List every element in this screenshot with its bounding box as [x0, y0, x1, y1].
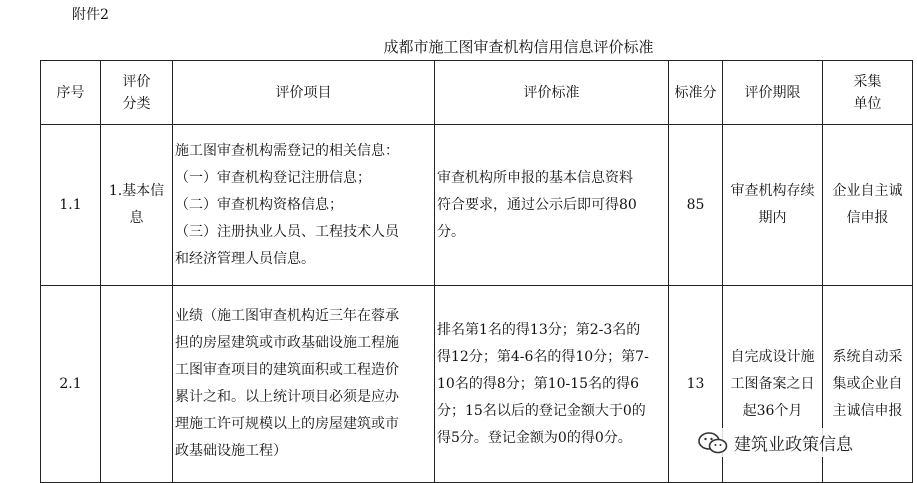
header-category-line1: 评价	[122, 73, 151, 90]
table-row	[41, 125, 913, 286]
item-line: 理施工许可规模以上的房屋建筑或市	[175, 416, 399, 432]
period-line: 审查机构存续	[730, 183, 815, 199]
period-line: 起36个月	[742, 402, 803, 419]
cell-score: 13	[669, 286, 723, 483]
evaluation-table	[40, 60, 913, 483]
standard-line: 得5分。登记金额为0的得0分。	[437, 429, 632, 446]
item-line: 政基础设施工程）	[175, 443, 287, 459]
header-period: 评价期限	[723, 61, 823, 125]
attachment-label: 附件2	[72, 7, 109, 23]
header-category	[101, 61, 173, 125]
cell-category	[101, 286, 173, 483]
standard-line: 分。	[437, 223, 465, 240]
item-line: （二）审查机构资格信息；	[175, 196, 343, 213]
unit-line: 主诚信申报	[832, 402, 903, 419]
item-line: （一）审查机构登记注册信息；	[175, 169, 371, 186]
item-line: 担的房屋建筑或市政基础设施工程施	[175, 335, 399, 351]
item-line: 施工图审查机构需登记的相关信息：	[175, 142, 399, 159]
header-category-line2: 分类	[122, 95, 151, 112]
cell-unit	[823, 125, 913, 286]
document-title: 成都市施工图审查机构信用信息评价标准	[383, 38, 654, 56]
cell-seq: 1.1	[41, 125, 101, 286]
header-unit	[823, 61, 913, 125]
cell-category-line2: 息	[129, 210, 144, 226]
cell-score: 85	[669, 125, 723, 286]
period-line: 工图备案之日	[730, 375, 815, 392]
item-line: 业绩（施工图审查机构近三年在蓉承	[175, 308, 399, 324]
item-line: 累计之和。以上统计项目必须是应办	[175, 389, 399, 405]
cell-category	[101, 125, 173, 286]
period-line: 自完成设计施	[730, 348, 815, 365]
standard-line: 10名的得8分；第10-15名的得6	[437, 375, 639, 392]
watermark	[694, 428, 857, 457]
standard-line: 符合要求，通过公示后即可得80	[437, 196, 637, 213]
cell-seq: 2.1	[41, 286, 101, 483]
cell-category-line1: 1.基本信	[108, 183, 165, 199]
unit-line: 集或企业自	[832, 375, 903, 392]
standard-line: 排名第1名的得13分；第2-3名的	[437, 321, 641, 338]
watermark-text: 建筑业政策信息	[734, 435, 853, 455]
unit-line: 企业自主诚	[832, 183, 903, 199]
cell-item	[173, 125, 435, 286]
unit-line: 信申报	[846, 210, 889, 226]
cell-standard	[435, 286, 669, 483]
standard-line: 分；15名以后的登记金额大于0的	[437, 402, 646, 419]
standard-line: 审查机构所申报的基本信息资料	[437, 169, 633, 186]
header-item: 评价项目	[173, 61, 435, 125]
cell-item	[173, 286, 435, 483]
cell-period	[723, 125, 823, 286]
unit-line: 系统自动采	[832, 348, 903, 365]
item-line: 和经济管理人员信息。	[175, 250, 315, 267]
header-score: 标准分	[669, 61, 723, 125]
item-line: （三）注册执业人员、工程技术人员	[175, 223, 399, 240]
item-line: 工图审查项目的建筑面积或工程造价	[175, 362, 399, 378]
wechat-icon	[698, 431, 728, 455]
cell-standard	[435, 125, 669, 286]
header-standard: 评价标准	[435, 61, 669, 125]
header-unit-line1: 采集	[853, 73, 882, 90]
period-line: 期内	[758, 210, 787, 226]
header-seq: 序号	[41, 61, 101, 125]
header-unit-line2: 单位	[853, 95, 882, 112]
table-header-row	[41, 61, 913, 125]
standard-line: 得12分；第4-6名的得10分；第7-	[437, 348, 649, 365]
